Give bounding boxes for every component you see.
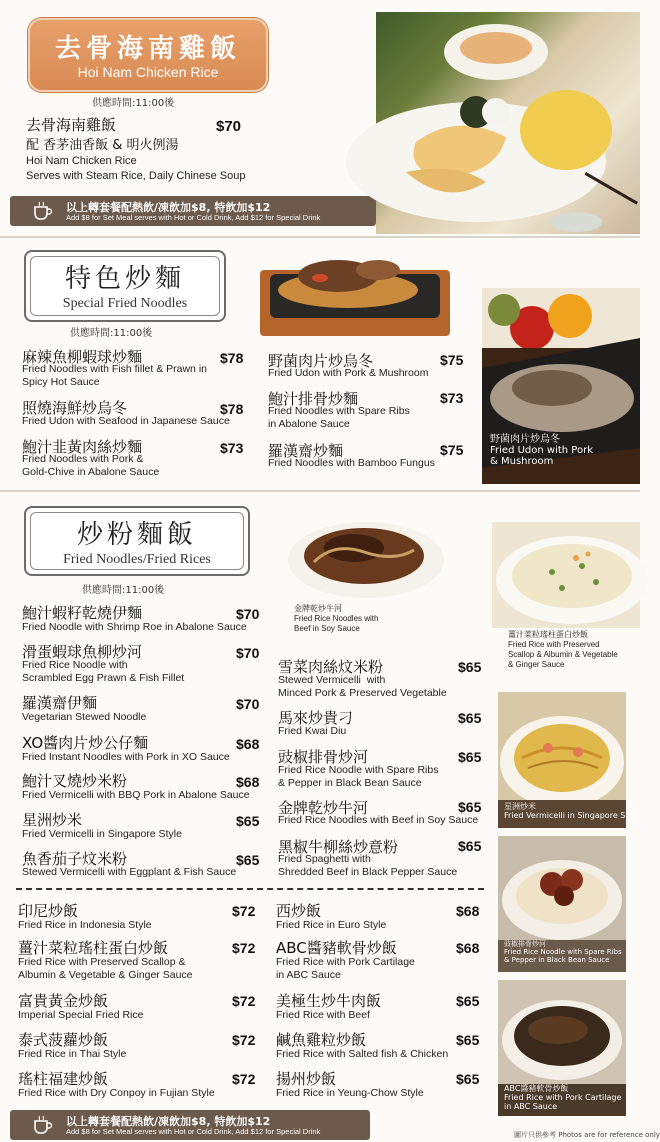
singapore-vermicelli-caption: 星洲炒米 Fried Vermicelli in Singapore Style (504, 802, 641, 820)
s2-item6-price: $75 (440, 442, 464, 458)
s3-item11-zh: 金牌乾炒牛河 (278, 799, 369, 817)
s2-item3-price: $73 (220, 440, 244, 456)
s4-item9-en: Fried Rice with Salted fish & Chicken (276, 1048, 449, 1060)
s3-item1-zh: 鮑汁蝦籽乾燒伊麵 (22, 604, 143, 622)
s2-item3-zh: 鮑汁韭黃肉絲炒麵 (22, 438, 143, 456)
s3-item6-zh: 星洲炒米 (22, 811, 83, 829)
s3-item7-zh: 魚香茄子炆米粉 (22, 850, 128, 868)
s4-item7-zh: ABC醬豬軟骨炒飯 (276, 939, 397, 957)
s3-item7-price: $65 (236, 852, 260, 868)
section2-title-en: Special Fried Noodles (62, 296, 188, 311)
udon-photo (482, 288, 640, 484)
s3-item9-zh: 馬來炒貴刁 (278, 709, 354, 727)
s3-item3-price: $70 (236, 696, 260, 712)
chicken-rice-photo (376, 12, 640, 234)
s4-item3-en: Imperial Special Fried Rice (18, 1009, 144, 1021)
s2-item1-zh: 麻辣魚柳蝦球炒麵 (22, 348, 143, 366)
chicken-rice-sub-zh: 配 香茅油香飯 & 明火例湯 (26, 138, 179, 153)
s3-item1-en: Fried Noodle with Shrimp Roe in Abalone Sauce (22, 621, 247, 633)
section-divider-1 (0, 236, 640, 238)
s3-item5-price: $68 (236, 774, 260, 790)
s4-item2-zh: 薑汁菜粒瑤柱蛋白炒飯 (18, 939, 169, 957)
section3-title-en: Fried Noodles/Fried Rices (63, 552, 211, 567)
s3-item4-en: Fried Instant Noodles with Pork in XO Sauce (22, 751, 230, 763)
s4-item8-price: $65 (456, 993, 480, 1009)
chicken-rice-price: $70 (216, 118, 242, 135)
scallop-fried-rice-caption: 薑汁菜粒瑤柱蛋白炒飯 Fried Rice with Preserved Scallop & Albumin & Vegetable & Ginger Sauce (508, 630, 618, 669)
s4-item10-zh: 揚州炒飯 (276, 1070, 337, 1088)
s3-item2-en: Fried Rice Noodle with Scrambled Egg Prawn & Fish Fillet (22, 659, 185, 684)
s4-item9-price: $65 (456, 1032, 480, 1048)
s2-item4-zh: 野菌肉片炒烏冬 (268, 352, 374, 370)
s3-item9-en: Fried Kwai Diu (278, 725, 347, 737)
chicken-rice-name-zh: 去骨海南雞飯 (26, 116, 117, 134)
s4-item1-zh: 印尼炒飯 (18, 902, 79, 920)
section3-service-time: 供應時間:11:00後 (82, 585, 165, 596)
s3-item8-en: Stewed Vermicelli with Minced Pork & Preserved Vegetable (278, 674, 447, 699)
s2-item3-en: Fried Noodles with Pork & Gold-Chive in Abalone Sauce (22, 453, 160, 478)
coffee-cup-icon (32, 201, 54, 221)
spare-ribs-photo (498, 836, 626, 972)
spare-ribs-caption: 豉椒排骨炒河 Fried Rice Noodle with Spare Ribs & Pepper in Black Bean Sauce (504, 940, 622, 964)
s3-item8-price: $65 (458, 659, 482, 675)
section-divider-2 (0, 490, 640, 492)
s3-item4-price: $68 (236, 736, 260, 752)
set-meal-zh: 以上轉套餐配熱飲/凍飲加$8, 特飲加$12 (66, 201, 271, 214)
s4-item10-en: Fried Rice in Yeung-Chow Style (276, 1087, 424, 1099)
s3-item11-en: Fried Rice Noodles with Beef in Soy Sauce (278, 814, 479, 826)
singapore-vermicelli-photo (498, 692, 641, 828)
s3-item12-zh: 黑椒牛柳絲炒意粉 (278, 838, 399, 856)
s3-item10-price: $65 (458, 749, 482, 765)
s4-item3-price: $72 (232, 993, 256, 1009)
s4-item9-zh: 鹹魚雞粒炒飯 (276, 1031, 367, 1049)
dashed-separator (16, 888, 484, 890)
s4-item2-en: Fried Rice with Preserved Scallop & Albumin & Vegetable & Ginger Sauce (18, 956, 193, 981)
beef-noodles-caption: 金牌乾炒牛河 Fried Rice Noodles with Beef in Soy Sauce (294, 604, 379, 633)
photo-disclaimer: 圖片只供參考 Photos are for reference only (514, 1131, 660, 1139)
hoi-nam-chicken-banner (28, 18, 268, 92)
s4-item3-zh: 富貴黃金炒飯 (18, 992, 109, 1010)
udon-photo-caption: 野菌肉片炒烏冬 Fried Udon with Pork & Mushroom (490, 434, 593, 467)
scallop-fried-rice-photo (492, 522, 640, 628)
s3-item2-zh: 滑蛋蝦球魚柳炒河 (22, 643, 143, 661)
section1-title-zh: 去骨海南雞飯 (54, 34, 241, 64)
chicken-rice-desc-en: Hoi Nam Chicken Rice Serves with Steam Rice, Daily Chinese Soup (26, 155, 246, 182)
s3-item1-price: $70 (236, 606, 260, 622)
s2-item2-price: $78 (220, 401, 244, 417)
s4-item5-price: $72 (232, 1071, 256, 1087)
set-meal-bar-top (10, 196, 376, 226)
set-meal-en-bottom: Add $8 for Set Meal serves with Hot or Cold Drink, Add $12 for Special Drink (66, 1127, 321, 1136)
s3-item12-price: $65 (458, 838, 482, 854)
section2-title-zh: 特色炒麵 (64, 264, 185, 294)
s3-item4-zh: XO醬肉片炒公仔麵 (22, 734, 149, 752)
s4-item4-zh: 泰式菠蘿炒飯 (18, 1031, 109, 1049)
s3-item2-price: $70 (236, 645, 260, 661)
set-meal-bar-bottom (10, 1110, 370, 1140)
s4-item2-price: $72 (232, 940, 256, 956)
s3-item9-price: $65 (458, 710, 482, 726)
s4-item6-en: Fried Rice in Euro Style (276, 919, 387, 931)
s4-item7-en: Fried Rice with Pork Cartilage in ABC Sauce (276, 956, 415, 981)
s2-item1-price: $78 (220, 350, 244, 366)
fried-noodles-photo (258, 248, 452, 340)
section1-title-en: Hoi Nam Chicken Rice (77, 64, 219, 80)
s4-item8-en: Fried Rice with Beef (276, 1009, 370, 1021)
section3-title-zh: 炒粉麵飯 (76, 520, 197, 550)
abc-pork-rice-caption: ABC醬豬軟骨炒飯 Fried Rice with Pork Cartilage in ABC Sauce (504, 1084, 622, 1111)
s3-item12-en: Fried Spaghetti with Shredded Beef in Black Pepper Sauce (278, 853, 458, 878)
s2-item6-zh: 羅漢齋炒麵 (268, 442, 344, 460)
s3-item8-zh: 雪菜肉絲炆米粉 (278, 658, 384, 676)
s2-item5-en: Fried Noodles with Spare Ribs in Abalone Sauce (268, 405, 410, 430)
s3-item10-zh: 豉椒排骨炒河 (278, 748, 369, 766)
s4-item5-zh: 瑤柱福建炒飯 (18, 1070, 109, 1088)
s2-item4-en: Fried Udon with Pork & Mushroom (268, 367, 429, 379)
s3-item10-en: Fried Rice Noodle with Spare Ribs & Pepper in Black Bean Sauce (278, 764, 439, 789)
s4-item1-en: Fried Rice in Indonesia Style (18, 919, 152, 931)
s4-item4-en: Fried Rice in Thai Style (18, 1048, 127, 1060)
s4-item1-price: $72 (232, 903, 256, 919)
coffee-cup-icon (32, 1115, 54, 1135)
s4-item6-zh: 西炒飯 (276, 902, 322, 920)
s2-item2-en: Fried Udon with Seafood in Japanese Sauce (22, 415, 230, 427)
s3-item5-zh: 鮑汁叉燒炒米粉 (22, 772, 128, 790)
special-noodles-header (24, 250, 226, 322)
s2-item2-zh: 照燒海鮮炒烏冬 (22, 399, 128, 417)
s2-item5-price: $73 (440, 390, 464, 406)
s4-item8-zh: 美極生炒牛肉飯 (276, 992, 382, 1010)
section2-service-time: 供應時間:11:00後 (70, 328, 153, 339)
s3-item3-en: Vegetarian Stewed Noodle (22, 711, 147, 723)
beef-noodles-photo (284, 512, 448, 600)
section1-service-time: 供應時間:11:00後 (92, 98, 175, 109)
s2-item4-price: $75 (440, 352, 464, 368)
s2-item5-zh: 鮑汁排骨炒麵 (268, 390, 359, 408)
s4-item7-price: $68 (456, 940, 480, 956)
s3-item6-en: Fried Vermicelli in Singapore Style (22, 828, 182, 840)
s4-item10-price: $65 (456, 1071, 480, 1087)
s3-item5-en: Fried Vermicelli with BBQ Pork in Abalone Sauce (22, 789, 250, 801)
s3-item7-en: Stewed Vermicelli with Eggplant & Fish Sauce (22, 866, 237, 878)
fried-noodles-rice-header (24, 506, 250, 576)
s4-item5-en: Fried Rice with Dry Conpoy in Fujian Style (18, 1087, 215, 1099)
s2-item6-en: Fried Noodles with Bamboo Fungus (268, 457, 435, 469)
set-meal-en: Add $8 for Set Meal serves with Hot or Cold Drink, Add $12 for Special Drink (66, 213, 321, 222)
s3-item3-zh: 羅漢齋伊麵 (22, 694, 98, 712)
set-meal-zh-bottom: 以上轉套餐配熱飲/凍飲加$8, 特飲加$12 (66, 1115, 271, 1128)
s2-item1-en: Fried Noodles with Fish fillet & Prawn in Spicy Hot Sauce (22, 363, 207, 388)
s4-item4-price: $72 (232, 1032, 256, 1048)
s3-item6-price: $65 (236, 813, 260, 829)
s3-item11-price: $65 (458, 799, 482, 815)
abc-pork-rice-photo (498, 980, 626, 1116)
s4-item6-price: $68 (456, 903, 480, 919)
